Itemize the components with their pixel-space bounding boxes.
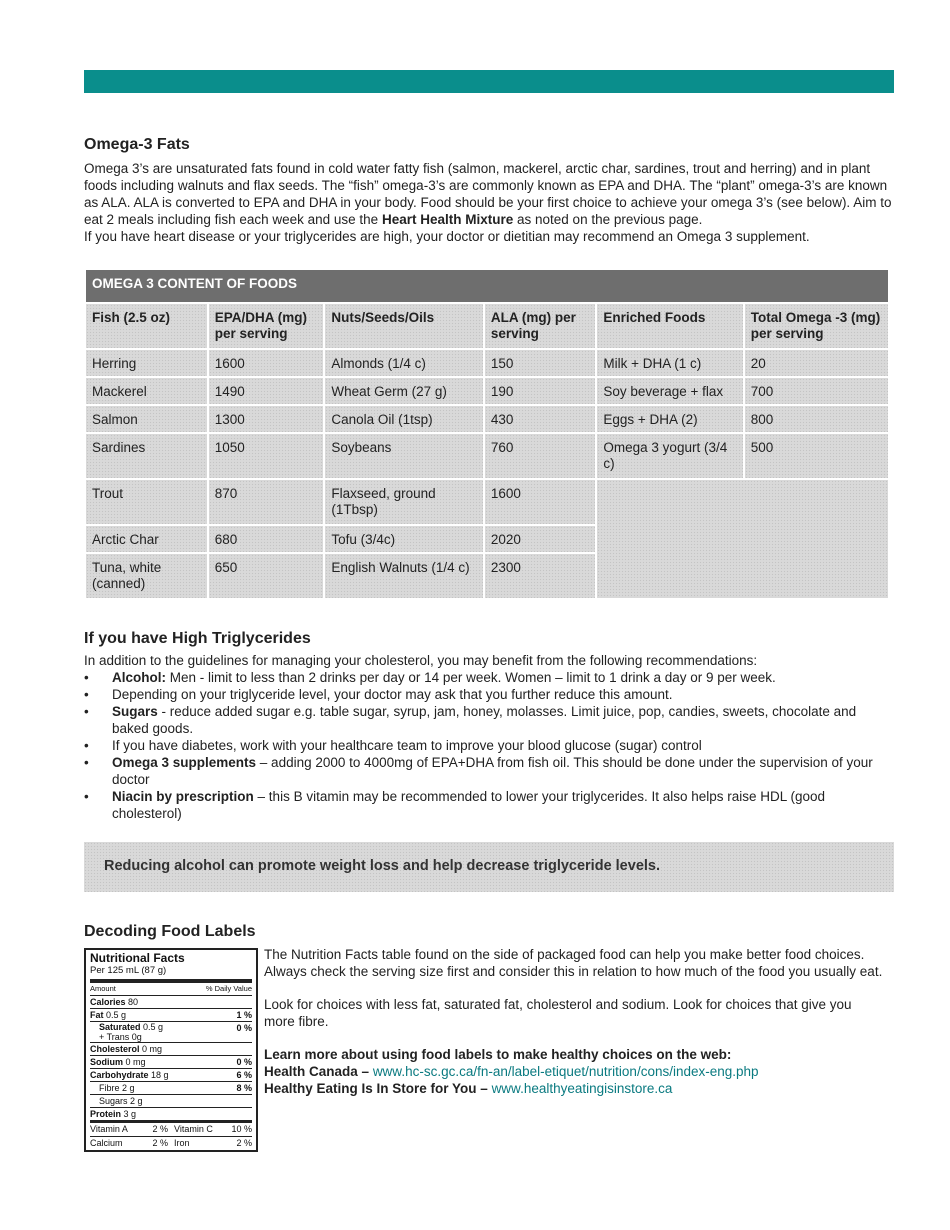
omega-content-table bbox=[84, 268, 890, 600]
daily-value-label: % Daily Value bbox=[205, 984, 252, 993]
table-caption: OMEGA 3 CONTENT OF FOODS bbox=[86, 270, 888, 302]
table-cell: Trout bbox=[86, 480, 207, 524]
fat-value: 0.5 g bbox=[106, 1010, 127, 1020]
table-cell: Eggs + DHA (2) bbox=[597, 406, 742, 432]
table-cell: 430 bbox=[485, 406, 596, 432]
nutrition-facts-title: Nutritional Facts bbox=[90, 951, 185, 965]
table-cell: 150 bbox=[485, 350, 596, 376]
table-cell: 680 bbox=[209, 526, 324, 552]
iron-dv: 2 % bbox=[236, 1138, 252, 1148]
list-item-text: Depending on your triglyceride level, your doctor may ask that you further reduce this amount. bbox=[112, 687, 673, 702]
list-item bbox=[84, 788, 884, 822]
triglycerides-list bbox=[84, 669, 884, 822]
table-cell: 1300 bbox=[209, 406, 324, 432]
labels-paragraph-2: Look for choices with less fat, saturated fat, cholesterol and sodium. Look for choices that give you more fibre. bbox=[264, 997, 852, 1029]
list-item-text: – this B vitamin may be recommended to lower your triglycerides. It also helps raise HDL (good cholesterol) bbox=[112, 789, 826, 821]
saturated-label: Saturated bbox=[99, 1022, 141, 1032]
learn-more-text: Learn more about using food labels to make healthy choices on the web: bbox=[264, 1047, 732, 1062]
column-header: ALA (mg) per serving bbox=[485, 304, 596, 348]
list-item-text: - reduce added sugar e.g. table sugar, syrup, jam, honey, molasses. Limit juice, pop, candies, sweets, chocolate and baked goods. bbox=[112, 704, 857, 736]
list-item-bold: Sugars bbox=[112, 704, 158, 719]
table-cell: Flaxseed, ground (1Tbsp) bbox=[325, 480, 483, 524]
table-cell: 2020 bbox=[485, 526, 596, 552]
amount-label: Amount bbox=[90, 984, 116, 993]
table-cell: Tuna, white (canned) bbox=[86, 554, 207, 598]
table-row bbox=[86, 434, 888, 478]
saturated-value: 0.5 g bbox=[143, 1022, 164, 1032]
table-header-row bbox=[86, 304, 888, 348]
healthy-eating-label: Healthy Eating Is In Store for You – bbox=[264, 1081, 488, 1096]
top-color-band bbox=[84, 70, 894, 93]
column-header: Total Omega -3 (mg) per serving bbox=[745, 304, 888, 348]
health-canada-label: Health Canada – bbox=[264, 1064, 370, 1079]
table-cell: 650 bbox=[209, 554, 324, 598]
sugars-row bbox=[90, 1095, 252, 1108]
sodium-label: Sodium bbox=[90, 1057, 123, 1067]
omega-paragraph-2: If you have heart disease or your triglycerides are high, your doctor or dietitian may recommend an Omega 3 supplement. bbox=[84, 229, 810, 244]
table-cell: Herring bbox=[86, 350, 207, 376]
carbohydrate-label: Carbohydrate bbox=[90, 1070, 149, 1080]
list-item-bold: Omega 3 supplements bbox=[112, 755, 257, 770]
sodium-row bbox=[90, 1056, 252, 1069]
list-item bbox=[84, 669, 884, 686]
trans-value: + Trans 0g bbox=[99, 1032, 142, 1042]
nutrition-facts-label bbox=[84, 948, 258, 1152]
table-row bbox=[86, 406, 888, 432]
table-cell: 500 bbox=[745, 434, 888, 478]
empty-table-region bbox=[597, 480, 888, 598]
table-cell: 700 bbox=[745, 378, 888, 404]
sugars-value: Sugars 2 g bbox=[99, 1096, 143, 1106]
triglycerides-section-title: If you have High Triglycerides bbox=[84, 630, 311, 647]
omega-intro bbox=[84, 160, 896, 245]
column-header: Fish (2.5 oz) bbox=[86, 304, 207, 348]
carbohydrate-dv: 6 % bbox=[236, 1070, 252, 1080]
omega-p1-text: Omega 3’s are unsaturated fats found in cold water fatty fish (salmon, mackerel, arctic char, sardines, trout and herring) and in plant foods including walnuts and flax seeds. The “fish” omega-3’s are commonly known as EPA and DHA. The “plant” omega-3’s are known as ALA. ALA is converted to EPA and DHA in your body. Food should be your first choice to achieve your omega 3’s (see below). Aim to eat 2 meals including fish each week and use the bbox=[84, 161, 892, 227]
table-cell: Mackerel bbox=[86, 378, 207, 404]
list-item bbox=[84, 686, 884, 703]
table-cell: English Walnuts (1/4 c) bbox=[325, 554, 483, 598]
table-cell: Soybeans bbox=[325, 434, 483, 478]
vitamin-a-dv: 2 % bbox=[152, 1124, 168, 1134]
alcohol-callout-box bbox=[84, 842, 894, 892]
fat-label: Fat bbox=[90, 1010, 104, 1020]
omega-p1-end: as noted on the previous page. bbox=[517, 212, 703, 227]
table-cell: 190 bbox=[485, 378, 596, 404]
labels-section-title: Decoding Food Labels bbox=[84, 923, 256, 940]
list-item bbox=[84, 754, 884, 788]
list-item bbox=[84, 737, 884, 754]
health-canada-link[interactable]: www.hc-sc.gc.ca/fn-an/label-etiquet/nutrition/cons/index-eng.php bbox=[372, 1064, 759, 1079]
protein-value: 3 g bbox=[123, 1109, 137, 1119]
serving-size: Per 125 mL (87 g) bbox=[90, 965, 252, 983]
table-cell: 800 bbox=[745, 406, 888, 432]
table-cell: 870 bbox=[209, 480, 324, 524]
sodium-dv: 0 % bbox=[236, 1057, 252, 1067]
calcium-label: Calcium bbox=[90, 1138, 123, 1148]
list-item-bold: Niacin by prescription bbox=[112, 789, 254, 804]
cholesterol-label: Cholesterol bbox=[90, 1044, 140, 1054]
omega-section-title: Omega-3 Fats bbox=[84, 136, 190, 153]
table-row bbox=[86, 350, 888, 376]
table-row bbox=[86, 378, 888, 404]
labels-text-block bbox=[264, 946, 884, 1097]
table-row bbox=[86, 480, 888, 524]
table-cell: 2300 bbox=[485, 554, 596, 598]
table-cell: Arctic Char bbox=[86, 526, 207, 552]
healthy-eating-link[interactable]: www.healthyeatingisinstore.ca bbox=[491, 1081, 673, 1096]
sodium-value: 0 mg bbox=[125, 1057, 146, 1067]
carbohydrate-row bbox=[90, 1069, 252, 1082]
table-cell: Almonds (1/4 c) bbox=[325, 350, 483, 376]
table-cell: Sardines bbox=[86, 434, 207, 478]
calories-row bbox=[90, 996, 252, 1009]
protein-row bbox=[90, 1108, 252, 1123]
table-cell: Soy beverage + flax bbox=[597, 378, 742, 404]
calcium-dv: 2 % bbox=[152, 1138, 168, 1148]
table-cell: 1600 bbox=[485, 480, 596, 524]
list-item-text: – adding 2000 to 4000mg of EPA+DHA from fish oil. This should be done under the supervision of your doctor bbox=[112, 755, 873, 787]
column-header: Nuts/Seeds/Oils bbox=[325, 304, 483, 348]
learn-more-block bbox=[264, 1046, 884, 1097]
cholesterol-value: 0 mg bbox=[142, 1044, 163, 1054]
carbohydrate-value: 18 g bbox=[151, 1070, 169, 1080]
table-cell: 1490 bbox=[209, 378, 324, 404]
list-item-bold: Alcohol: bbox=[112, 670, 166, 685]
heart-health-mixture: Heart Health Mixture bbox=[381, 212, 514, 227]
table-cell: Salmon bbox=[86, 406, 207, 432]
table-cell: Canola Oil (1tsp) bbox=[325, 406, 483, 432]
vitamin-c-label: Vitamin C bbox=[174, 1124, 213, 1134]
table-cell: Milk + DHA (1 c) bbox=[597, 350, 742, 376]
callout-text: Reducing alcohol can promote weight loss and help decrease triglyceride levels. bbox=[104, 858, 660, 874]
fibre-dv: 8 % bbox=[236, 1083, 252, 1093]
cholesterol-row bbox=[90, 1043, 252, 1056]
calories-label: Calories bbox=[90, 997, 126, 1007]
table-cell: Omega 3 yogurt (3/4 c) bbox=[597, 434, 742, 478]
fat-row bbox=[90, 1009, 252, 1022]
labels-paragraph-1: The Nutrition Facts table found on the side of packaged food can help you make better food choices. Always check the serving size first and consider this in relation to how much of the food you usually eat. bbox=[264, 947, 883, 979]
vitamin-c-dv: 10 % bbox=[231, 1124, 252, 1134]
fibre-row bbox=[90, 1082, 252, 1095]
list-item-text: Men - limit to less than 2 drinks per day or 14 per week. Women – limit to 1 drink a day or 9 per week. bbox=[166, 670, 776, 685]
saturated-dv: 0 % bbox=[236, 1023, 252, 1033]
amount-header-row bbox=[90, 983, 252, 996]
table-cell: 1600 bbox=[209, 350, 324, 376]
list-item-text: If you have diabetes, work with your healthcare team to improve your blood glucose (sugar) control bbox=[112, 738, 702, 753]
vitamin-row bbox=[90, 1123, 252, 1137]
fibre-value: Fibre 2 g bbox=[99, 1083, 135, 1093]
table-cell: 1050 bbox=[209, 434, 324, 478]
table-cell: Wheat Germ (27 g) bbox=[325, 378, 483, 404]
omega-paragraph-1 bbox=[84, 160, 896, 228]
triglycerides-intro: In addition to the guidelines for managing your cholesterol, you may benefit from the following recommendations: bbox=[84, 653, 758, 668]
table-cell: 20 bbox=[745, 350, 888, 376]
iron-label: Iron bbox=[174, 1138, 190, 1148]
protein-label: Protein bbox=[90, 1109, 122, 1119]
column-header: EPA/DHA (mg) per serving bbox=[209, 304, 324, 348]
saturated-row bbox=[90, 1022, 252, 1043]
calories-value: 80 bbox=[128, 997, 139, 1007]
column-header: Enriched Foods bbox=[597, 304, 742, 348]
vitamin-a-label: Vitamin A bbox=[90, 1124, 128, 1134]
mineral-row bbox=[90, 1137, 252, 1150]
table-cell: 760 bbox=[485, 434, 596, 478]
list-item bbox=[84, 703, 884, 737]
fat-dv: 1 % bbox=[236, 1010, 252, 1020]
table-cell: Tofu (3/4c) bbox=[325, 526, 483, 552]
